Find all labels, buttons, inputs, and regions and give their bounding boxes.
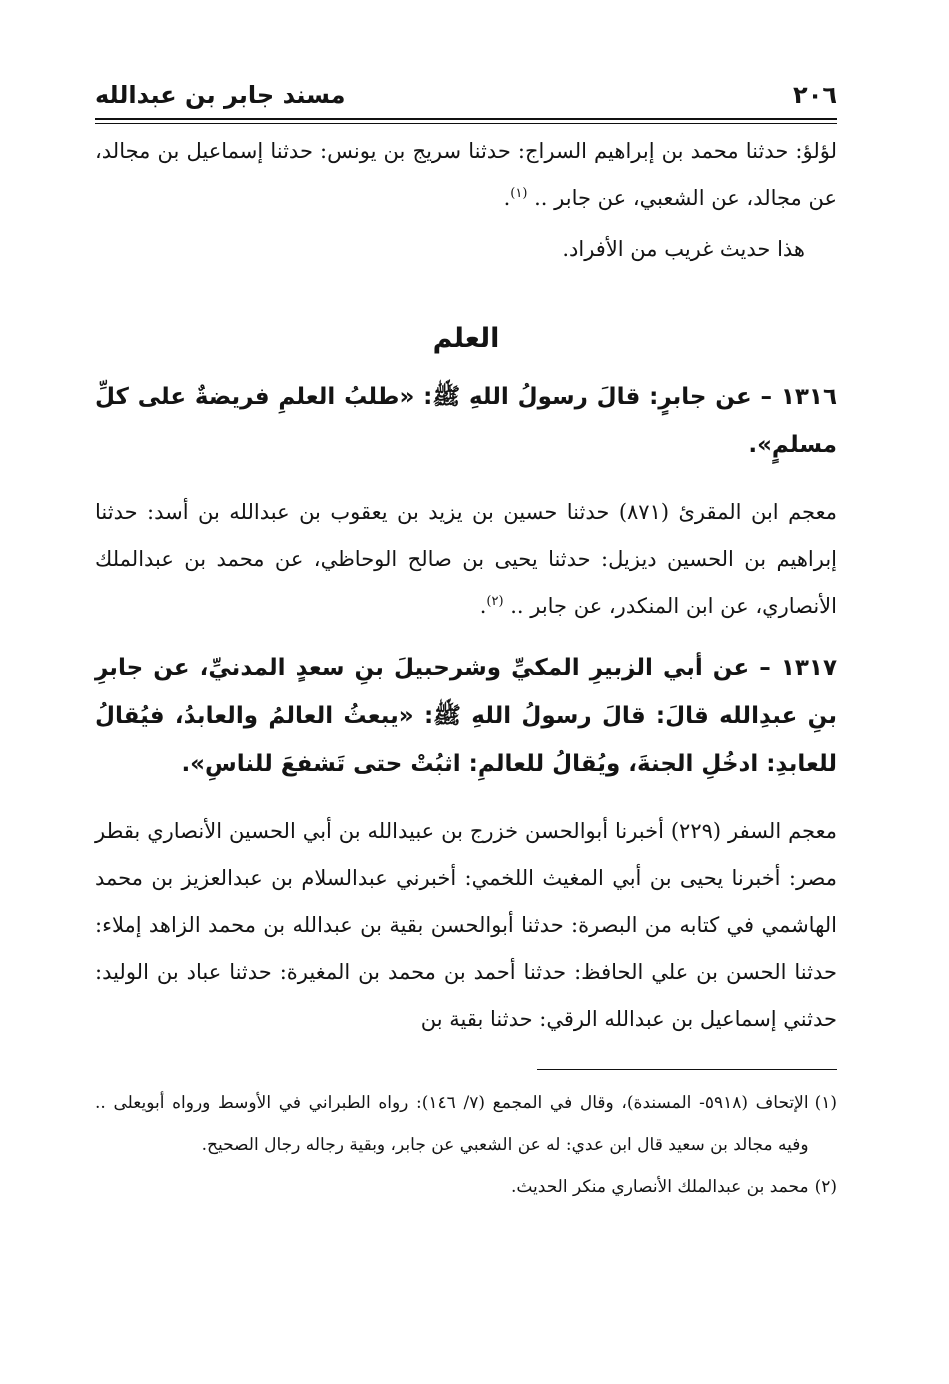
footnote-text: الإتحاف (٥٩١٨- المسندة)، وقال في المجمع (٧/ ١٤٦): رواه الطبراني في الأوسط ورواه أبويعلى .. وفيه مجالد بن سعيد قال ابن عدي: له عن الشعبي عن جابر، وبقية رجاله رجال الصحيح. [95, 1093, 809, 1155]
paragraph-text: لؤلؤ: حدثنا محمد بن إبراهيم السراج: حدثنا سريج بن يونس: حدثنا إسماعيل بن مجالد، عن مجالد، عن الشعبي، عن جابر .. [95, 139, 837, 210]
footnote-reference: (٢) [486, 594, 504, 609]
book-page [95, 80, 837, 1208]
footnote-text: محمد بن عبدالملك الأنصاري منكر الحديث. [510, 1177, 809, 1197]
section-title: العلم [432, 323, 500, 354]
footnote-separator [537, 1069, 837, 1070]
continued-isnad-paragraph: لؤلؤ: حدثنا محمد بن إبراهيم السراج: حدثنا سريج بن يونس: حدثنا إسماعيل بن مجالد، عن مجالد، عن الشعبي، عن جابر .. $^{(١)}$. [95, 139, 837, 210]
footnotes [95, 1082, 837, 1208]
book-title: مسند جابر بن عبدالله [95, 81, 346, 109]
hadith-1317-text: ١٣١٧ – عن أبي الزبيرِ المكيِّ وشرحبيلَ بنِ سعدٍ المدنيِّ، عن جابرِ بنِ عبدِالله قالَ: قالَ رسولُ اللهِ ﷺ: «يبعثُ العالمُ والعابدُ، فيُقالُ للعابدِ: ادخُلِ الجنةَ، ويُقالُ للعالمِ: اثبُتْ حتى تَشفعَ للناسِ». [95, 655, 837, 777]
footnote-number: (١) [814, 1093, 837, 1113]
hadith-1317-source: معجم السفر (٢٢٩) أخبرنا أبوالحسن خزرج بن عبيدالله بن أبي الحسين الأنصاري بقطر مصر: أخبرنا يحيى بن أبي المغيث اللخمي: أخبرني عبدالسلام بن عبدالعزيز بن محمد الهاشمي في كتابه من البصرة: حدثنا أبوالحسن بقية بن عبدالله بن محمد الزاهد إملاء: حدثنا الحسن بن علي الحافظ: حدثنا أحمد بن محمد بن المغيرة: حدثنا عباد بن الوليد: حدثني إسماعيل بن عبدالله الرقي: حدثنا بقية بن [95, 819, 837, 1031]
hadith-1316-text: ١٣١٦ – عن جابرٍ: قالَ رسولُ اللهِ ﷺ: «طلبُ العلمِ فريضةٌ على كلِّ مسلمٍ». [95, 384, 837, 458]
footnote-number: (٢) [814, 1177, 837, 1197]
footnote-2 [95, 1166, 837, 1208]
header-rule [95, 118, 837, 124]
footnote-1 [95, 1082, 837, 1166]
source-text: معجم ابن المقرئ (٨٧١) حدثنا حسين بن يزيد بن يعقوب بن عبدالله بن أسد: حدثنا إبراهيم بن الحسين ديزيل: حدثنا يحيى بن صالح الوحاظي، عن محمد بن عبدالملك الأنصاري، عن ابن المنكدر، عن جابر .. [95, 500, 837, 618]
page-number: ٢٠٦ [793, 81, 837, 109]
running-header [95, 80, 837, 112]
hadith-1316-source: معجم ابن المقرئ (٨٧١) حدثنا حسين بن يزيد بن يعقوب بن عبدالله بن أسد: حدثنا إبراهيم بن الحسين ديزيل: حدثنا يحيى بن صالح الوحاظي، عن محمد بن عبدالملك الأنصاري، عن ابن المنكدر، عن جابر .. $^{(٢)}$. [95, 500, 837, 618]
grading-note: هذا حديث غريب من الأفراد. [562, 237, 805, 261]
footnote-reference: (١) [510, 186, 528, 201]
